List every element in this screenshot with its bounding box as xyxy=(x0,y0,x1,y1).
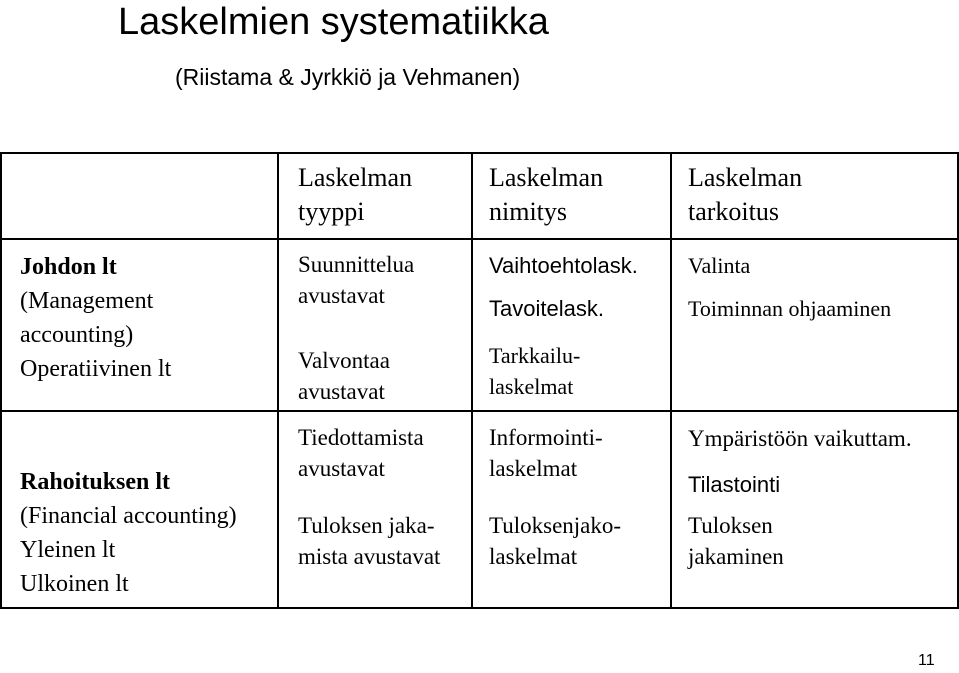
type-suunnittelua: Suunnittelua avustavat xyxy=(298,252,415,308)
name-informointilaskelmat: Informointi- laskelmat xyxy=(489,425,603,481)
row-label-rahoituksen-lt: Rahoituksen lt (Financial accounting) Yleinen lt Ulkoinen lt xyxy=(20,469,237,597)
slide-subtitle: (Riistama & Jyrkkiö ja Vehmanen) xyxy=(175,64,521,90)
table-col-divider-3 xyxy=(670,152,672,609)
purpose-ymparistoon-vaikuttam: Ympäristöön vaikuttam. xyxy=(688,426,912,451)
table-border-bottom xyxy=(0,607,959,609)
purpose-tuloksen-jakaminen: Tuloksen jakaminen xyxy=(688,513,784,569)
table-col-divider-1 xyxy=(277,152,279,609)
header-laskelman-nimitys: Laskelman nimitys xyxy=(489,163,604,226)
row-label-johdon-lt: Johdon lt (Management accounting) Operatiivinen lt xyxy=(20,254,172,382)
type-tiedottamista: Tiedottamista avustavat xyxy=(298,425,424,481)
slide-title: Laskelmien systematiikka xyxy=(118,1,549,43)
header-laskelman-tarkoitus: Laskelman tarkoitus xyxy=(688,163,803,226)
type-tuloksen-jakamista: Tuloksen jaka- mista avustavat xyxy=(298,513,441,569)
purpose-toiminnan-ohjaaminen: Toiminnan ohjaaminen xyxy=(688,296,892,321)
name-tuloksenjakolaskelmat: Tuloksenjako- laskelmat xyxy=(489,513,622,569)
table-border-top xyxy=(0,152,959,154)
table-col-divider-2 xyxy=(471,152,473,609)
name-tarkkailulaskelmat: Tarkkailu- laskelmat xyxy=(489,343,581,399)
table-divider-header xyxy=(0,238,959,240)
purpose-tilastointi: Tilastointi xyxy=(688,472,781,497)
purpose-valinta: Valinta xyxy=(688,253,751,278)
header-laskelman-tyyppi: Laskelman tyyppi xyxy=(298,163,413,226)
page-number: 11 xyxy=(918,652,935,669)
name-vaihtoehtolask: Vaihtoehtolask. xyxy=(489,253,638,278)
name-tavoitelask: Tavoitelask. xyxy=(489,296,604,321)
type-valvontaa: Valvontaa avustavat xyxy=(298,348,390,404)
table-divider-row xyxy=(0,410,959,412)
table-border-left xyxy=(0,152,2,609)
